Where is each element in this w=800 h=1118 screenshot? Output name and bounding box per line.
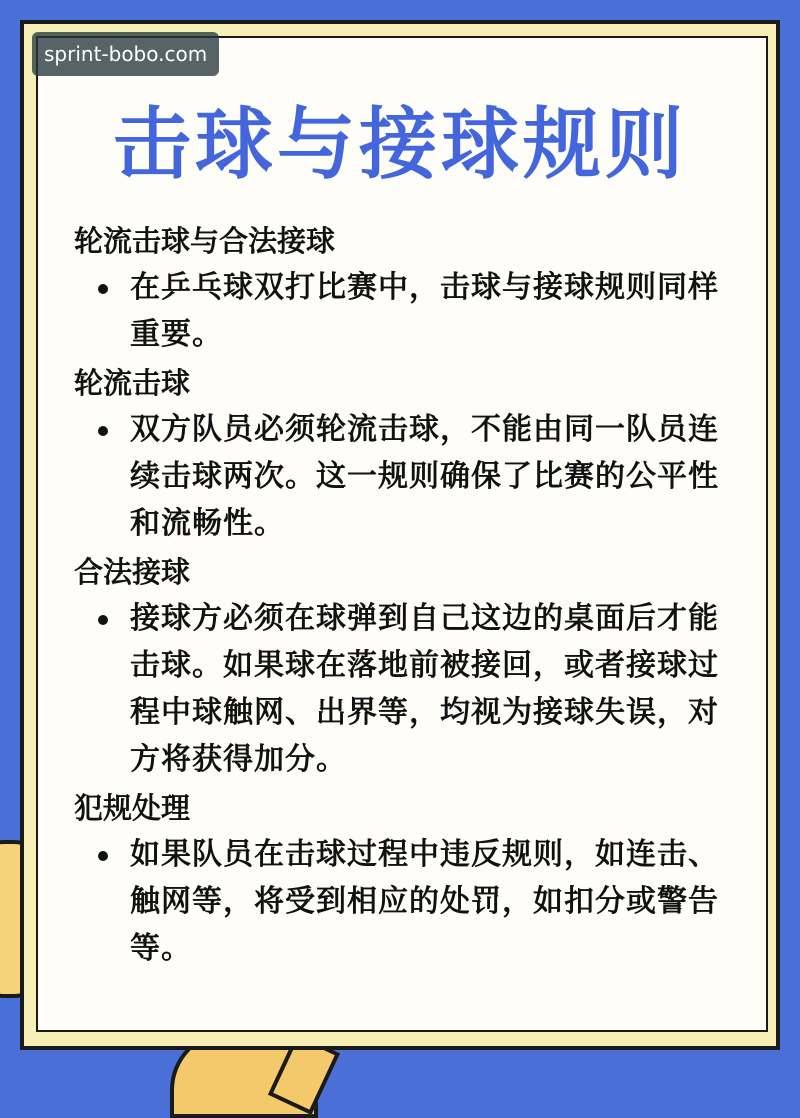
section-heading: 轮流击球与合法接球	[74, 224, 336, 258]
page-title: 击球与接球规则	[112, 100, 687, 190]
section-heading: 轮流击球	[74, 366, 191, 400]
bullet-text: 双方队员必须轮流击球，不能由同一队员连续击球两次。这一规则确保了比赛的公平性和流畅性。	[130, 412, 719, 541]
bullet-dot-icon	[98, 615, 108, 625]
bullet-dot-icon	[98, 851, 108, 861]
bullet-text: 接球方必须在球弹到自己这边的桌面后才能击球。如果球在落地前被接回，或者接球过程中球触网、出界等，均视为接球失误，对方将获得加分。	[130, 601, 719, 777]
section-legal-return	[74, 549, 734, 783]
bullet-dot-icon	[98, 426, 108, 436]
list-item	[98, 595, 734, 783]
section-turn-and-legal-return	[74, 218, 734, 358]
bullet-dot-icon	[98, 284, 108, 294]
section-heading: 犯规处理	[74, 791, 191, 825]
list-item	[98, 831, 734, 972]
section-foul-handling	[74, 785, 734, 972]
bullet-text: 如果队员在击球过程中违反规则，如连击、触网等，将受到相应的处罚，如扣分或警告等。	[130, 837, 719, 966]
section-turn-hitting	[74, 360, 734, 547]
bullet-text: 在乒乓球双打比赛中，击球与接球规则同样重要。	[130, 270, 719, 352]
watermark: sprint-bobo.com	[32, 32, 219, 76]
section-heading: 合法接球	[74, 555, 191, 589]
rules-content	[74, 218, 734, 974]
list-item	[98, 406, 734, 547]
list-item	[98, 264, 734, 358]
